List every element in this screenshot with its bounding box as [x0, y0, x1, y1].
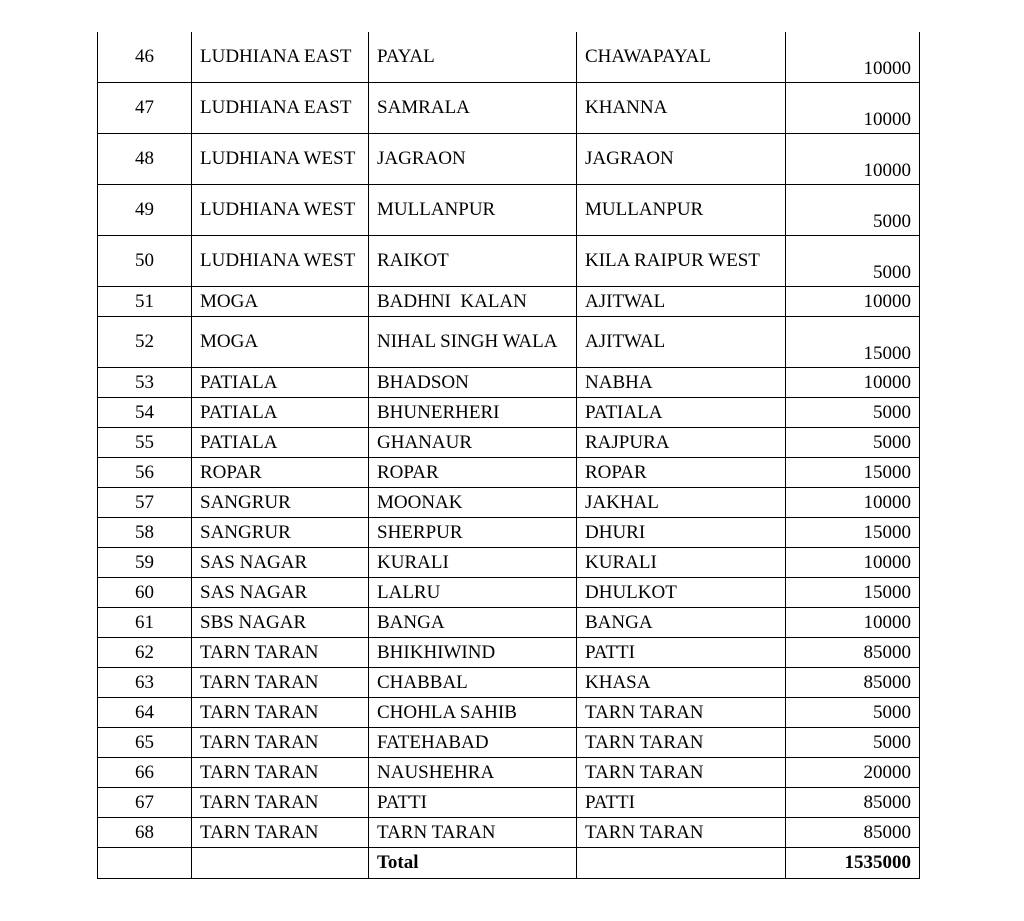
block-cell: BHADSON	[369, 368, 577, 398]
serial-number-cell: 47	[98, 83, 192, 134]
amount-cell: 85000	[786, 668, 920, 698]
district-cell: SAS NAGAR	[192, 548, 369, 578]
table-row	[98, 368, 920, 398]
location-cell: ROPAR	[577, 458, 786, 488]
location-cell: KURALI	[577, 548, 786, 578]
amount-cell: 85000	[786, 638, 920, 668]
amount-cell: 85000	[786, 818, 920, 848]
table-row	[98, 758, 920, 788]
serial-number-cell: 53	[98, 368, 192, 398]
amount-cell: 10000	[786, 608, 920, 638]
block-cell: LALRU	[369, 578, 577, 608]
empty-cell	[98, 848, 192, 879]
district-cell: LUDHIANA EAST	[192, 32, 369, 83]
serial-number-cell: 54	[98, 398, 192, 428]
location-cell: JAGRAON	[577, 134, 786, 185]
district-cell: SAS NAGAR	[192, 578, 369, 608]
serial-number-cell: 66	[98, 758, 192, 788]
empty-cell	[577, 848, 786, 879]
serial-number-cell: 65	[98, 728, 192, 758]
table-row	[98, 698, 920, 728]
serial-number-cell: 64	[98, 698, 192, 728]
district-cell: SBS NAGAR	[192, 608, 369, 638]
location-cell: AJITWAL	[577, 287, 786, 317]
serial-number-cell: 68	[98, 818, 192, 848]
amount-cell: 10000	[786, 134, 920, 185]
amount-cell: 5000	[786, 236, 920, 287]
table-row	[98, 608, 920, 638]
district-cell: MOGA	[192, 317, 369, 368]
block-cell: BHUNERHERI	[369, 398, 577, 428]
location-cell: DHURI	[577, 518, 786, 548]
block-cell: KURALI	[369, 548, 577, 578]
block-cell: FATEHABAD	[369, 728, 577, 758]
district-cell: TARN TARAN	[192, 728, 369, 758]
amount-cell: 15000	[786, 458, 920, 488]
district-cell: SANGRUR	[192, 488, 369, 518]
table-row	[98, 668, 920, 698]
table-row	[98, 236, 920, 287]
block-cell: ROPAR	[369, 458, 577, 488]
block-cell: CHABBAL	[369, 668, 577, 698]
amount-cell: 10000	[786, 32, 920, 83]
serial-number-cell: 52	[98, 317, 192, 368]
district-cell: TARN TARAN	[192, 788, 369, 818]
block-cell: CHOHLA SAHIB	[369, 698, 577, 728]
location-cell: RAJPURA	[577, 428, 786, 458]
location-cell: CHAWAPAYAL	[577, 32, 786, 83]
empty-cell	[192, 848, 369, 879]
serial-number-cell: 51	[98, 287, 192, 317]
district-cell: LUDHIANA WEST	[192, 236, 369, 287]
location-cell: KILA RAIPUR WEST	[577, 236, 786, 287]
district-cell: TARN TARAN	[192, 758, 369, 788]
location-cell: AJITWAL	[577, 317, 786, 368]
block-cell: PATTI	[369, 788, 577, 818]
allocation-table	[97, 32, 920, 879]
total-label: Total	[369, 848, 577, 879]
block-cell: BANGA	[369, 608, 577, 638]
location-cell: NABHA	[577, 368, 786, 398]
table-row	[98, 317, 920, 368]
serial-number-cell: 63	[98, 668, 192, 698]
district-cell: TARN TARAN	[192, 638, 369, 668]
block-cell: TARN TARAN	[369, 818, 577, 848]
block-cell: SHERPUR	[369, 518, 577, 548]
serial-number-cell: 57	[98, 488, 192, 518]
table-row	[98, 32, 920, 83]
amount-cell: 15000	[786, 317, 920, 368]
district-cell: LUDHIANA WEST	[192, 185, 369, 236]
location-cell: KHASA	[577, 668, 786, 698]
block-cell: NIHAL SINGH WALA	[369, 317, 577, 368]
serial-number-cell: 60	[98, 578, 192, 608]
serial-number-cell: 56	[98, 458, 192, 488]
block-cell: BADHNI KALAN	[369, 287, 577, 317]
table-row	[98, 548, 920, 578]
amount-cell: 15000	[786, 518, 920, 548]
serial-number-cell: 55	[98, 428, 192, 458]
table-row	[98, 488, 920, 518]
block-cell: JAGRAON	[369, 134, 577, 185]
table-row	[98, 428, 920, 458]
district-cell: LUDHIANA WEST	[192, 134, 369, 185]
table-row	[98, 83, 920, 134]
table-row	[98, 185, 920, 236]
district-cell: ROPAR	[192, 458, 369, 488]
location-cell: PATIALA	[577, 398, 786, 428]
district-cell: PATIALA	[192, 428, 369, 458]
serial-number-cell: 67	[98, 788, 192, 818]
serial-number-cell: 50	[98, 236, 192, 287]
block-cell: BHIKHIWIND	[369, 638, 577, 668]
district-cell: TARN TARAN	[192, 698, 369, 728]
location-cell: DHULKOT	[577, 578, 786, 608]
serial-number-cell: 59	[98, 548, 192, 578]
district-cell: PATIALA	[192, 398, 369, 428]
location-cell: MULLANPUR	[577, 185, 786, 236]
amount-cell: 10000	[786, 287, 920, 317]
block-cell: MOONAK	[369, 488, 577, 518]
table-row	[98, 518, 920, 548]
table-row	[98, 638, 920, 668]
amount-cell: 5000	[786, 185, 920, 236]
amount-cell: 10000	[786, 83, 920, 134]
serial-number-cell: 61	[98, 608, 192, 638]
table-row	[98, 398, 920, 428]
location-cell: PATTI	[577, 638, 786, 668]
amount-cell: 10000	[786, 488, 920, 518]
location-cell: PATTI	[577, 788, 786, 818]
location-cell: JAKHAL	[577, 488, 786, 518]
table-row	[98, 788, 920, 818]
amount-cell: 10000	[786, 548, 920, 578]
total-amount: 1535000	[786, 848, 920, 879]
district-cell: TARN TARAN	[192, 668, 369, 698]
serial-number-cell: 58	[98, 518, 192, 548]
amount-cell: 15000	[786, 578, 920, 608]
location-cell: KHANNA	[577, 83, 786, 134]
district-cell: LUDHIANA EAST	[192, 83, 369, 134]
block-cell: PAYAL	[369, 32, 577, 83]
table-body	[98, 32, 920, 879]
amount-cell: 5000	[786, 428, 920, 458]
block-cell: GHANAUR	[369, 428, 577, 458]
amount-cell: 10000	[786, 368, 920, 398]
serial-number-cell: 48	[98, 134, 192, 185]
district-cell: TARN TARAN	[192, 818, 369, 848]
block-cell: RAIKOT	[369, 236, 577, 287]
table-row	[98, 818, 920, 848]
serial-number-cell: 62	[98, 638, 192, 668]
amount-cell: 5000	[786, 698, 920, 728]
block-cell: SAMRALA	[369, 83, 577, 134]
table-row	[98, 134, 920, 185]
block-cell: MULLANPUR	[369, 185, 577, 236]
district-cell: MOGA	[192, 287, 369, 317]
location-cell: TARN TARAN	[577, 698, 786, 728]
amount-cell: 20000	[786, 758, 920, 788]
district-cell: SANGRUR	[192, 518, 369, 548]
district-cell: PATIALA	[192, 368, 369, 398]
table-row	[98, 578, 920, 608]
serial-number-cell: 46	[98, 32, 192, 83]
location-cell: BANGA	[577, 608, 786, 638]
serial-number-cell: 49	[98, 185, 192, 236]
location-cell: TARN TARAN	[577, 818, 786, 848]
amount-cell: 5000	[786, 398, 920, 428]
amount-cell: 85000	[786, 788, 920, 818]
amount-cell: 5000	[786, 728, 920, 758]
block-cell: NAUSHEHRA	[369, 758, 577, 788]
location-cell: TARN TARAN	[577, 728, 786, 758]
table-row	[98, 728, 920, 758]
table-row	[98, 287, 920, 317]
location-cell: TARN TARAN	[577, 758, 786, 788]
table-row	[98, 458, 920, 488]
total-row	[98, 848, 920, 879]
